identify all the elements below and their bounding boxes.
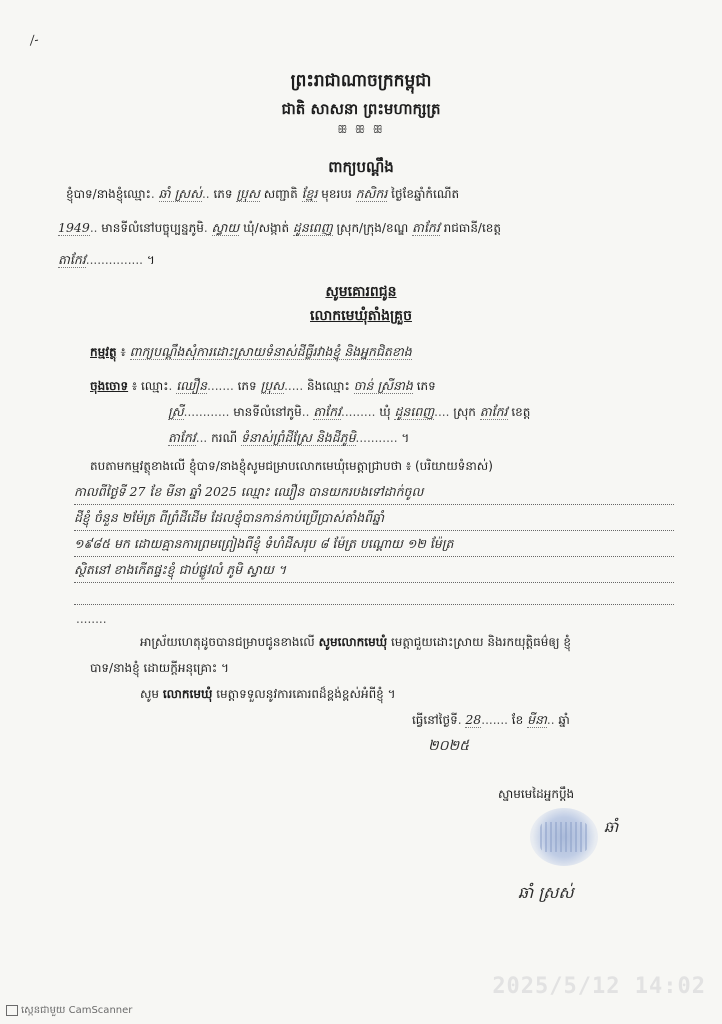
subject-label: កម្មវត្ថុ	[90, 345, 117, 359]
defendant-label-village: មានទីលំនៅភូមិ	[233, 405, 302, 419]
intro-label-sex: ភេទ	[213, 187, 233, 201]
closing-line-1	[140, 634, 571, 652]
intro-label-commune: ឃុំ/សង្កាត់	[243, 221, 290, 235]
statement-line-2: ដីខ្ញុំ ចំនួន ២ម៉ែត្រ ពីព្រំដីដើម ដែលខ្ញុំបានកាន់កាប់ប្រើប្រាស់តាំងពីឆ្នាំ	[74, 510, 385, 525]
defendant-sex: ប្រុស	[260, 378, 285, 393]
statement-rule-2	[74, 530, 674, 531]
defendant-label-district: ស្រុក	[453, 405, 476, 419]
header-ornament: ꕥ ꕥ ꕥ	[337, 123, 385, 136]
intro-label-residence: មានទីលំនៅបច្ចុប្បន្នភូមិ	[101, 221, 204, 235]
defendant-line-1: ចុងចោទ ៖ ឈ្មោះ. ឈឿន....... ភេទ ប្រុស..... និងឈ្មោះ ចាន់ ស្រីនាង ភេទ	[90, 378, 436, 393]
scan-timestamp: 2025/5/12 14:02	[492, 974, 706, 999]
petitioner-occupation: កសិករ	[355, 186, 388, 201]
addressee-heading: លោកមេឃុំតាំងគ្រួច	[310, 308, 412, 324]
petitioner-birth-year: 1949	[58, 220, 90, 235]
closing-respect-text: មេត្តាទទួលនូវការគោរពដ៏ខ្ពង់ខ្ពស់អំពីខ្ញុំ ។	[216, 687, 396, 701]
intro-line-3: តាកែវ............... ។	[58, 252, 155, 267]
subject-text: ពាក្យបណ្តឹងសុំការដោះស្រាយទំនាស់ដីធ្លីរវាងខ្ញុំ និងអ្នកជិតខាង	[129, 344, 412, 359]
intro-label-nationality: សញ្ជាតិ	[263, 187, 298, 201]
closing-text-a: អាស្រ័យហេតុដូចបានជម្រាបជូនខាងលើ	[140, 635, 315, 649]
defendant-commune: ដូនពេញ	[394, 404, 435, 419]
intro-end-mark: ។	[146, 253, 155, 267]
intro-label-occupation: មុខរបរ	[321, 187, 352, 201]
date-month-label: ខែ	[511, 713, 524, 727]
defendant-name: ឈឿន	[176, 378, 208, 393]
defendant-sex-2: ស្រី	[168, 404, 184, 419]
defendant-label-commune: ឃុំ	[379, 405, 391, 419]
intro-label-district: ស្រុក/ក្រុង/ខណ្ឌ	[336, 221, 409, 235]
date-label: ធ្វើនៅថ្ងៃទី	[412, 713, 458, 727]
signature-name: ឆាំ ស្រស់	[518, 883, 574, 902]
defendant-label-case: ករណី	[211, 431, 238, 445]
closing-text-c: មេត្តាជួយដោះស្រាយ និងរកយុត្តិធម៌ឲ្យ ខ្ញុំ	[390, 635, 571, 649]
defendant-label-name: ឈ្មោះ	[141, 379, 169, 393]
date-line: ធ្វើនៅថ្ងៃទី. 28....... ខែ មីនា.. ឆ្នាំ	[412, 712, 570, 727]
defendant-label-province: ខេត្ត	[511, 405, 531, 419]
petitioner-district: តាកែវ	[412, 220, 440, 235]
defendant-label-sex: ភេទ	[237, 379, 257, 393]
defendant-end-mark: ។	[401, 431, 410, 445]
document-title: ពាក្យបណ្តឹង	[328, 158, 394, 176]
defendant-label: ចុងចោទ	[90, 379, 129, 393]
intro-label-dob: ថ្ងៃខែឆ្នាំកំណើត	[391, 187, 460, 201]
intro-line-2: 1949.. មានទីលំនៅបច្ចុប្បន្នភូមិ. ស្វាយ ឃុំ/សង្កាត់ ដូនពេញ ស្រុក/ក្រុង/ខណ្ឌ តាកែវ រាជធានី/ខេត្ត	[58, 220, 502, 235]
statement-line-1: កាលពីថ្ងៃទី 27 ខែ មីនា ឆ្នាំ 2025 ឈ្មោះ ឈឿន បានយករបងទៅដាក់ចូល	[74, 484, 424, 499]
date-month: មីនា	[527, 712, 547, 727]
petitioner-name: ឆាំ ស្រស់	[158, 186, 202, 201]
statement-rule-4	[74, 582, 674, 583]
defendant-name-2: ចាន់ ស្រីនាង	[353, 378, 413, 393]
closing-line-2: បាទ/នាងខ្ញុំ ដោយក្តីអនុគ្រោះ ។	[90, 661, 229, 675]
watermark-text: ស្កេនជាមួយ CamScanner	[21, 1005, 133, 1016]
date-year-label: ឆ្នាំ	[558, 713, 570, 727]
statement-line-3: ១៩៨៥ មក ដោយគ្មានការព្រមព្រៀងពីខ្ញុំ ទំហំដីសរុប ៨ ម៉ែត្រ បណ្តោយ ១២ ម៉ែត្រ	[74, 536, 454, 551]
defendant-label-sex2: ភេទ	[416, 379, 436, 393]
defendant-line-3: តាកែវ... ករណី ទំនាស់ព្រំដីស្រែ និងដីភូមិ........... ។	[168, 430, 410, 445]
camscanner-logo-icon	[6, 1005, 18, 1016]
petitioner-nationality: ខ្មែរ	[301, 186, 318, 201]
statement-line-4: ស្ថិតនៅ ខាងកើតផ្ទះខ្ញុំ ជាប់ផ្លូវលំ ភូមិ ស្វាយ ។	[74, 562, 287, 577]
defendant-case: ទំនាស់ព្រំដីស្រែ និងដីភូមិ	[240, 430, 356, 445]
camscanner-watermark	[6, 1003, 132, 1018]
petitioner-province: តាកែវ	[58, 252, 86, 267]
thumbprint-stamp	[530, 808, 598, 866]
statement-rule-1	[74, 504, 674, 505]
statement-rule-3	[74, 556, 674, 557]
date-day: 28	[465, 712, 482, 727]
closing-chief-bold: សូមលោកមេឃុំ	[318, 635, 388, 649]
intro-line-1: ខ្ញុំបាទ/នាងខ្ញុំឈ្មោះ. ឆាំ ស្រស់.. ភេទ ប្រុស សញ្ជាតិ ខ្មែរ មុខរបរ កសិករ ថ្ងៃខែឆ្នាំកំណើត	[66, 186, 460, 201]
national-motto: ជាតិ សាសនា ព្រះមហាក្សត្រ	[281, 100, 441, 118]
statement-trailing-dots: ........	[76, 612, 107, 626]
closing-chief-bold-2: លោកមេឃុំ	[162, 687, 213, 701]
signature-mark: ឆាំ	[604, 818, 619, 836]
kingdom-heading: ព្រះរាជាណាចក្រកម្ពុជា	[290, 71, 432, 91]
closing-line-3	[140, 686, 396, 704]
petitioner-village: ស្វាយ	[211, 220, 240, 235]
defendant-district: តាកែវ	[479, 404, 508, 419]
defendant-label-name2: និងឈ្មោះ	[306, 379, 350, 393]
defendant-province: តាកែវ	[168, 430, 196, 445]
intro-label-name: ខ្ញុំបាទ/នាងខ្ញុំឈ្មោះ	[66, 187, 151, 201]
petitioner-sex: ប្រុស	[236, 186, 260, 201]
statement-rule-5	[74, 604, 674, 605]
statement-lead: តបតាមកម្មវត្ថុខាងលើ ខ្ញុំបាទ/នាងខ្ញុំសូមជម្រាបលោកមេឃុំមេត្តាជ្រាបថា ៖ (បរិយាយទំនាស់)	[90, 459, 493, 473]
intro-label-province: រាជធានី/ខេត្ត	[443, 221, 502, 235]
signature-label: ស្នាមមេដៃអ្នកប្តឹង	[498, 787, 575, 801]
corner-handwritten-mark: /-	[28, 31, 40, 48]
petitioner-commune: ដូនពេញ	[292, 220, 333, 235]
subject-line: កម្មវត្ថុ ៖ ពាក្យបណ្តឹងសុំការដោះស្រាយទំនាស់ដីធ្លីរវាងខ្ញុំ និងអ្នកជិតខាង	[90, 344, 412, 359]
closing-please: សូម	[140, 687, 160, 701]
defendant-village: តាកែវ	[313, 404, 342, 419]
respect-heading: សូមគោរពជូន	[325, 284, 397, 300]
date-year: ២០២៥	[428, 738, 470, 754]
defendant-line-2: ស្រី............ មានទីលំនៅភូមិ.. តាកែវ......... ឃុំ ដូនពេញ.... ស្រុក តាកែវ ខេត្ត	[168, 404, 531, 419]
